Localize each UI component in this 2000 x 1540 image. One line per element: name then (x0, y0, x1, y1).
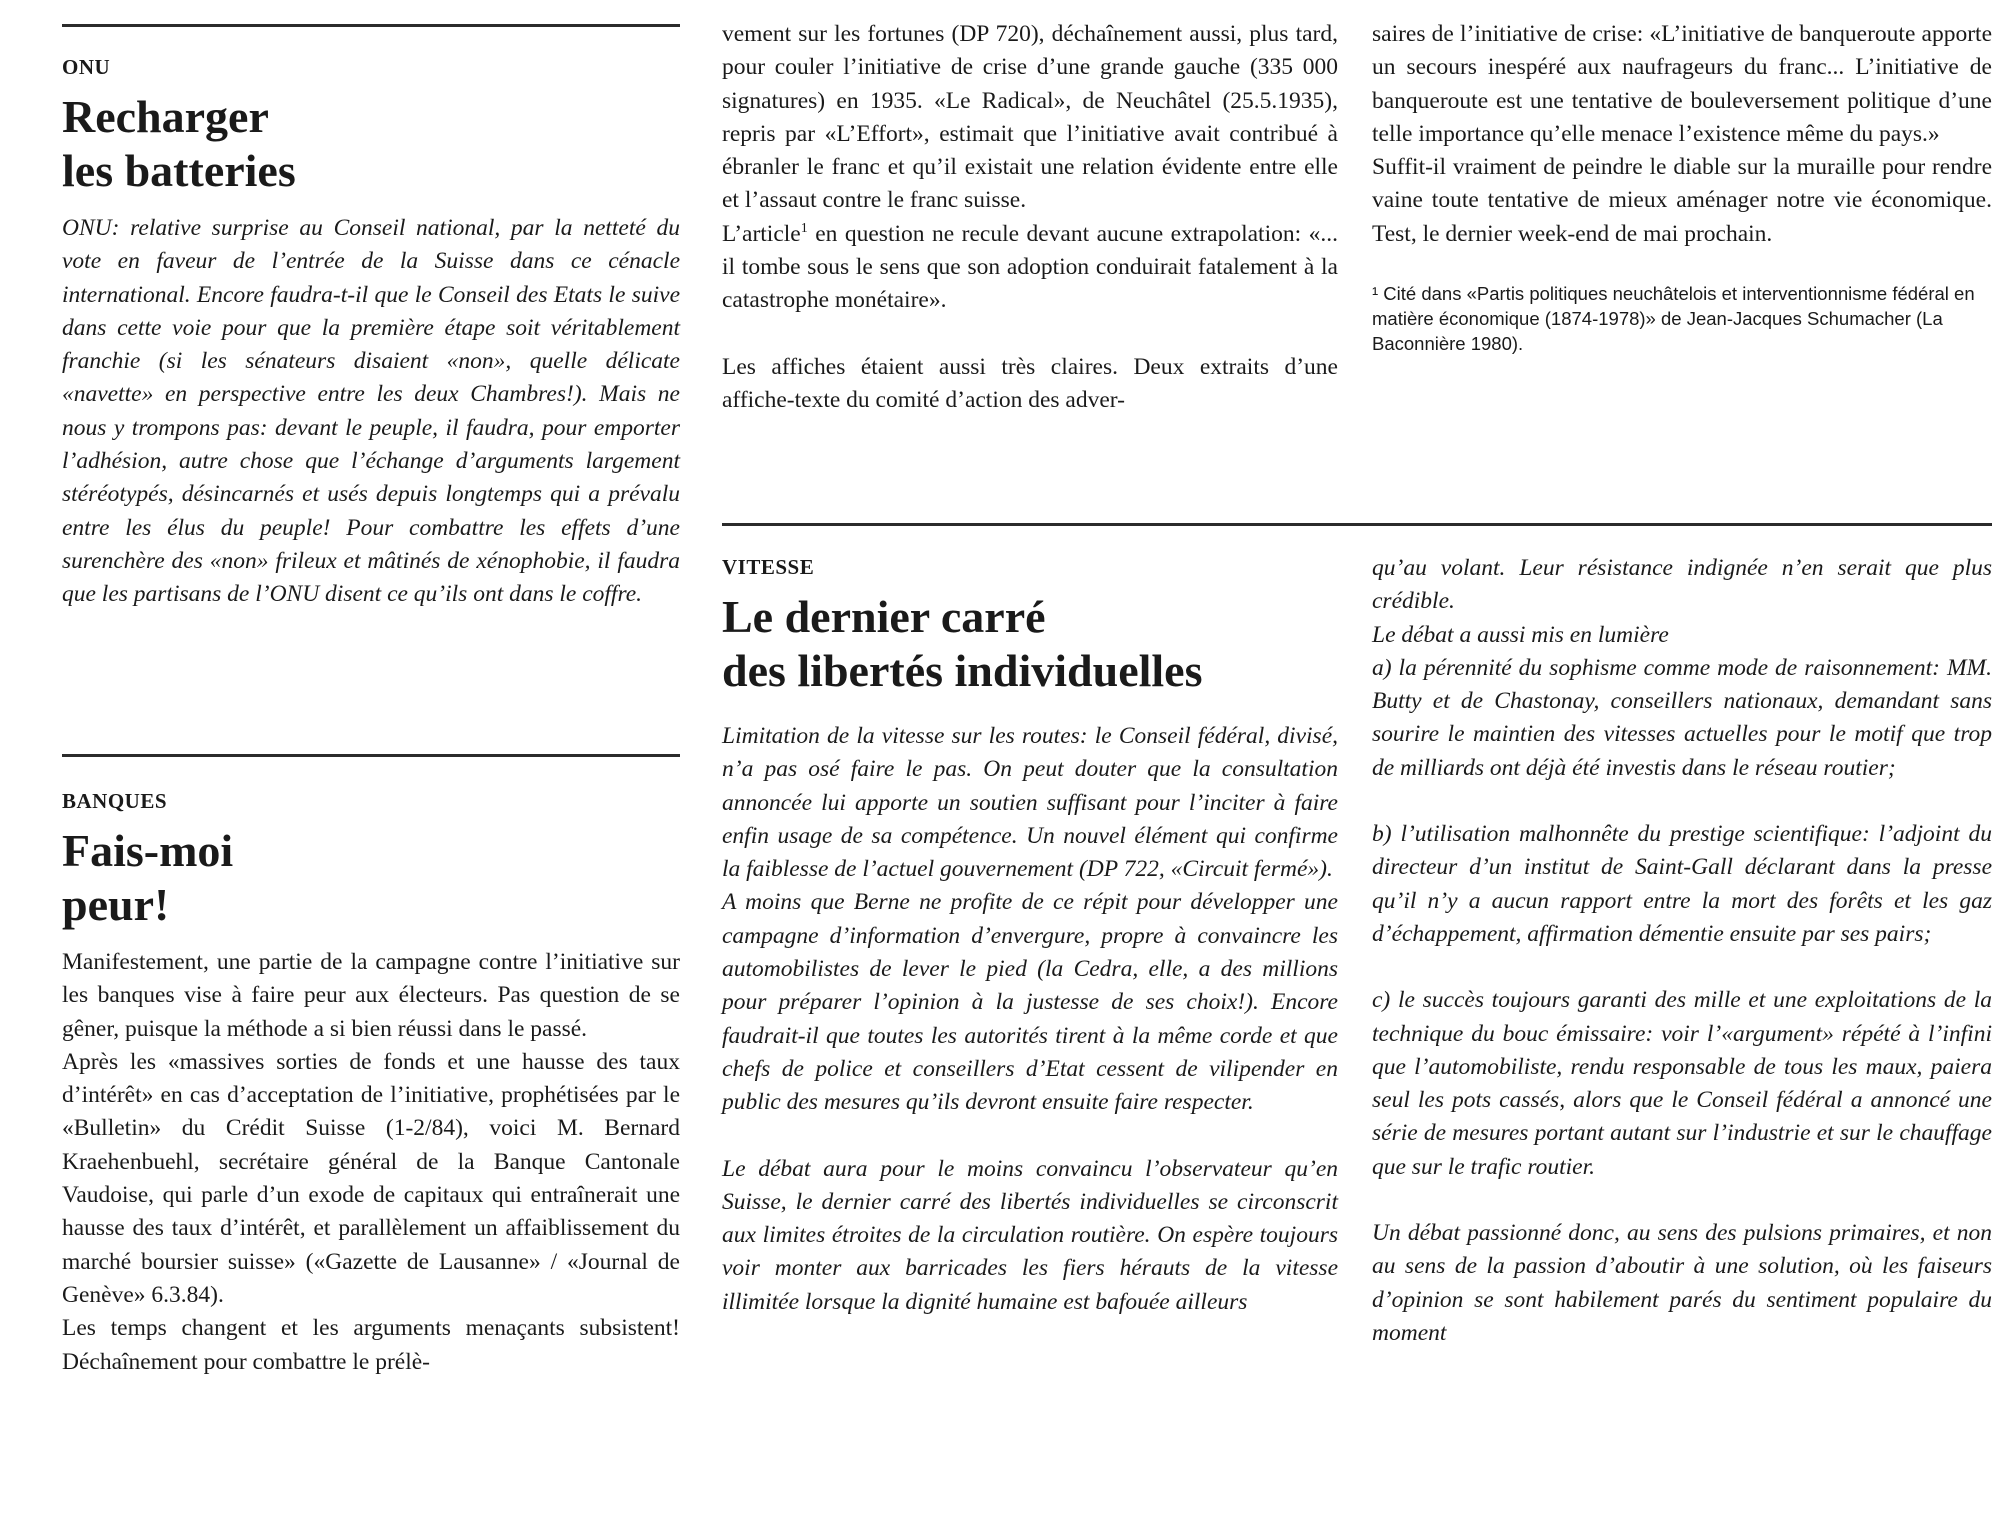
col2-paragraph-2-rest: en question ne recule devant aucune extrapolation: «... il tombe sous le sens que son adoption conduirait fatalement à la catastrophe monétaire». (722, 220, 1338, 314)
vitesse-col3-paragraph-1: qu’au volant. Leur résistance indignée n’en serait que plus crédible. (1372, 555, 1992, 615)
col2-paragraph-1: vement sur les fortunes (DP 720), déchaînement aussi, plus tard, pour couler l’initiative de crise d’une grande gauche (335 000 signatures) en 1935. «Le Radical», de Neuchâtel (25.5.1935), repris par «L’Effort», estimait que l’initiative avait contribué à ébranler le franc et qu’il existait une relation évidente entre elle et l’assaut contre le franc suisse. (722, 21, 1338, 214)
vitesse-col3-text (1372, 552, 1992, 1350)
vitesse-col3-paragraph-final: Un débat passionné donc, au sens des pulsions primaires, et non au sens de la passion d’aboutir à une solution, où les faiseurs d’opinion se sont habilement parés du sentiment populaire du moment (1372, 1220, 1992, 1346)
headline-onu-line2: les batteries (62, 145, 296, 196)
banques-paragraph-2: Après les «massives sorties de fonds et une hausse des taux d’intérêt» en cas d’acceptation de l’initiative, prophétisées par le «Bulletin» du Crédit Suisse (1-2/84), voici M. Bernard Kraehenbuehl, secrétaire général de la Banque Cantonale Vaudoise, qui parle d’un exode de capitaux qui entraînerait une hausse des taux d’intérêt, et parallèlement un affaiblissement du marché boursier suisse» («Gazette de Lausanne» / «Journal de Genève» 6.3.84). (62, 1048, 680, 1308)
article-banques (62, 786, 680, 1379)
headline-banques (62, 824, 680, 932)
headline-vitesse-line1: Le dernier carré (722, 591, 1046, 642)
headline-banques-line2: peur! (62, 879, 170, 930)
vitesse-col2-text (722, 720, 1338, 1319)
headline-banques-line1: Fais-moi (62, 825, 234, 876)
vitesse-paragraph-3: Le débat aura pour le moins convaincu l’observateur qu’en Suisse, le dernier carré des libertés individuelles se circonscrit aux limites étroites de la circulation routière. On espère toujours voir monter aux barricades les fiers hérauts de la vitesse illimitée lorsque la dignité humaine est bafouée ailleurs (722, 1155, 1338, 1315)
banques-continuation-col2 (722, 18, 1338, 417)
headline-vitesse (722, 590, 1342, 698)
rule-top-col1 (62, 24, 680, 27)
kicker-onu: ONU (62, 55, 111, 79)
vitesse-paragraph-1: Limitation de la vitesse sur les routes: le Conseil fédéral, divisé, n’a pas osé faire le pas. On peut douter que la consultation annoncée lui apporte un soutien suffisant pour l’inciter à faire enfin usage de sa compétence. Un nouvel élément qui confirme la faiblesse de l’actuel gouvernement (DP 722, «Circuit fermé»). (722, 723, 1338, 883)
article-onu (62, 52, 680, 612)
col2-paragraph-3: Les affiches étaient aussi très claires. Deux extraits d’une affiche-texte du comité d’action des adver- (722, 353, 1338, 413)
vitesse-col3-paragraph-2: Le débat a aussi mis en lumière (1372, 621, 1669, 648)
footnote-ref: 1 (800, 220, 808, 236)
vitesse-paragraph-2: A moins que Berne ne profite de ce répit pour développer une campagne d’information d’envergure, propre à convaincre les automobilistes de lever le pied (la Cedra, elle, a des millions pour préparer l’opinion à la justesse de ses choix!). Encore faudrait-il que toutes les autorités tirent à la même corde et que chefs de police et conseillers d’Etat cessent de vilipender en public des mesures qu’ils devront ensuite faire respecter. (722, 889, 1338, 1116)
banques-paragraph-3: Les temps changent et les arguments menaçants subsistent! Déchaînement pour combattre le prélè- (62, 1315, 680, 1375)
banques-continuation-col3 (1372, 18, 1992, 356)
rule-col1-mid (62, 754, 680, 757)
headline-onu-line1: Recharger (62, 91, 269, 142)
headline-onu (62, 90, 680, 198)
headline-vitesse-line2: des libertés individuelles (722, 645, 1203, 696)
col2-paragraph-2 (722, 218, 1338, 318)
banques-paragraph-1: Manifestement, une partie de la campagne contre l’initiative sur les banques vise à faire peur aux électeurs. Pas question de se gêner, puisque la méthode a si bien réussi dans le passé. (62, 949, 680, 1042)
article-vitesse-header (722, 552, 1342, 698)
col2-paragraph-2-start: L’article (722, 220, 801, 247)
lede-onu: ONU: relative surprise au Conseil national, par la netteté du vote en faveur de l’entrée de la Suisse dans ce cénacle international. Encore faudra-t-il que le Conseil des Etats le suive dans cette voie pour que la première étape soit véritablement franchie (si les sénateurs disaient «non», quelle délicate «navette» en perspective entre les deux Chambres!). Mais ne nous y trompons pas: devant le peuple, il faudra, pour emporter l’adhésion, autre chose que l’échange d’arguments largement stéréotypés, désincarnés et usés depuis longtemps qui a prévalu entre les élus du peuple! Pour combattre les effets d’une surenchère des «non» frileux et mâtinés de xénophobie, il faudra que les partisans de l’ONU disent ce qu’ils ont dans le coffre. (62, 215, 680, 608)
vitesse-col3-item-a: a) la pérennité du sophisme comme mode de raisonnement: MM. Butty et de Chastonay, conseillers nationaux, demandant sans sourire le maintien des vitesses actuelles pour le motif que trop de milliards ont déjà été investis dans le réseau routier; (1372, 654, 1992, 781)
col3-paragraph-1: saires de l’initiative de crise: «L’initiative de banqueroute apporte un secours inespéré aux naufrageurs du franc... L’initiative de banqueroute est une tentative de bouleversement politique d’une telle importance qu’elle menace l’existence même du pays.» (1372, 21, 1992, 147)
vitesse-col3-item-c: c) le succès toujours garanti des mille et une exploitations de la technique du bouc émissaire: voir l’«argument» répété à l’infini que l’automobiliste, rendu responsable de tous les maux, paiera seul les pots cassés, alors que le Conseil fédéral a annoncé une série de mesures portant autant sur l’industrie et sur le chauffage que sur le trafic routier. (1372, 987, 1992, 1180)
kicker-banques: BANQUES (62, 789, 168, 813)
vitesse-col3-item-b: b) l’utilisation malhonnête du prestige scientifique: l’adjoint du directeur d’un institut de Saint-Gall déclarant dans la presse qu’il n’y a aucun rapport entre la mort des forêts et les gaz d’échappement, affirmation démentie ensuite par ses pairs; (1372, 821, 1992, 947)
col3-paragraph-2: Suffit-il vraiment de peindre le diable sur la muraille pour rendre vaine toute tentative de mieux aménager notre vie économique. Test, le dernier week-end de mai prochain. (1372, 154, 1992, 247)
rule-vitesse (722, 523, 1992, 526)
footnote: ¹ Cité dans «Partis politiques neuchâtelois et interventionnisme fédéral en matière économique (1874-1978)» de Jean-Jacques Schumacher (La Baconnière 1980). (1372, 283, 1975, 355)
kicker-vitesse: VITESSE (722, 555, 815, 579)
